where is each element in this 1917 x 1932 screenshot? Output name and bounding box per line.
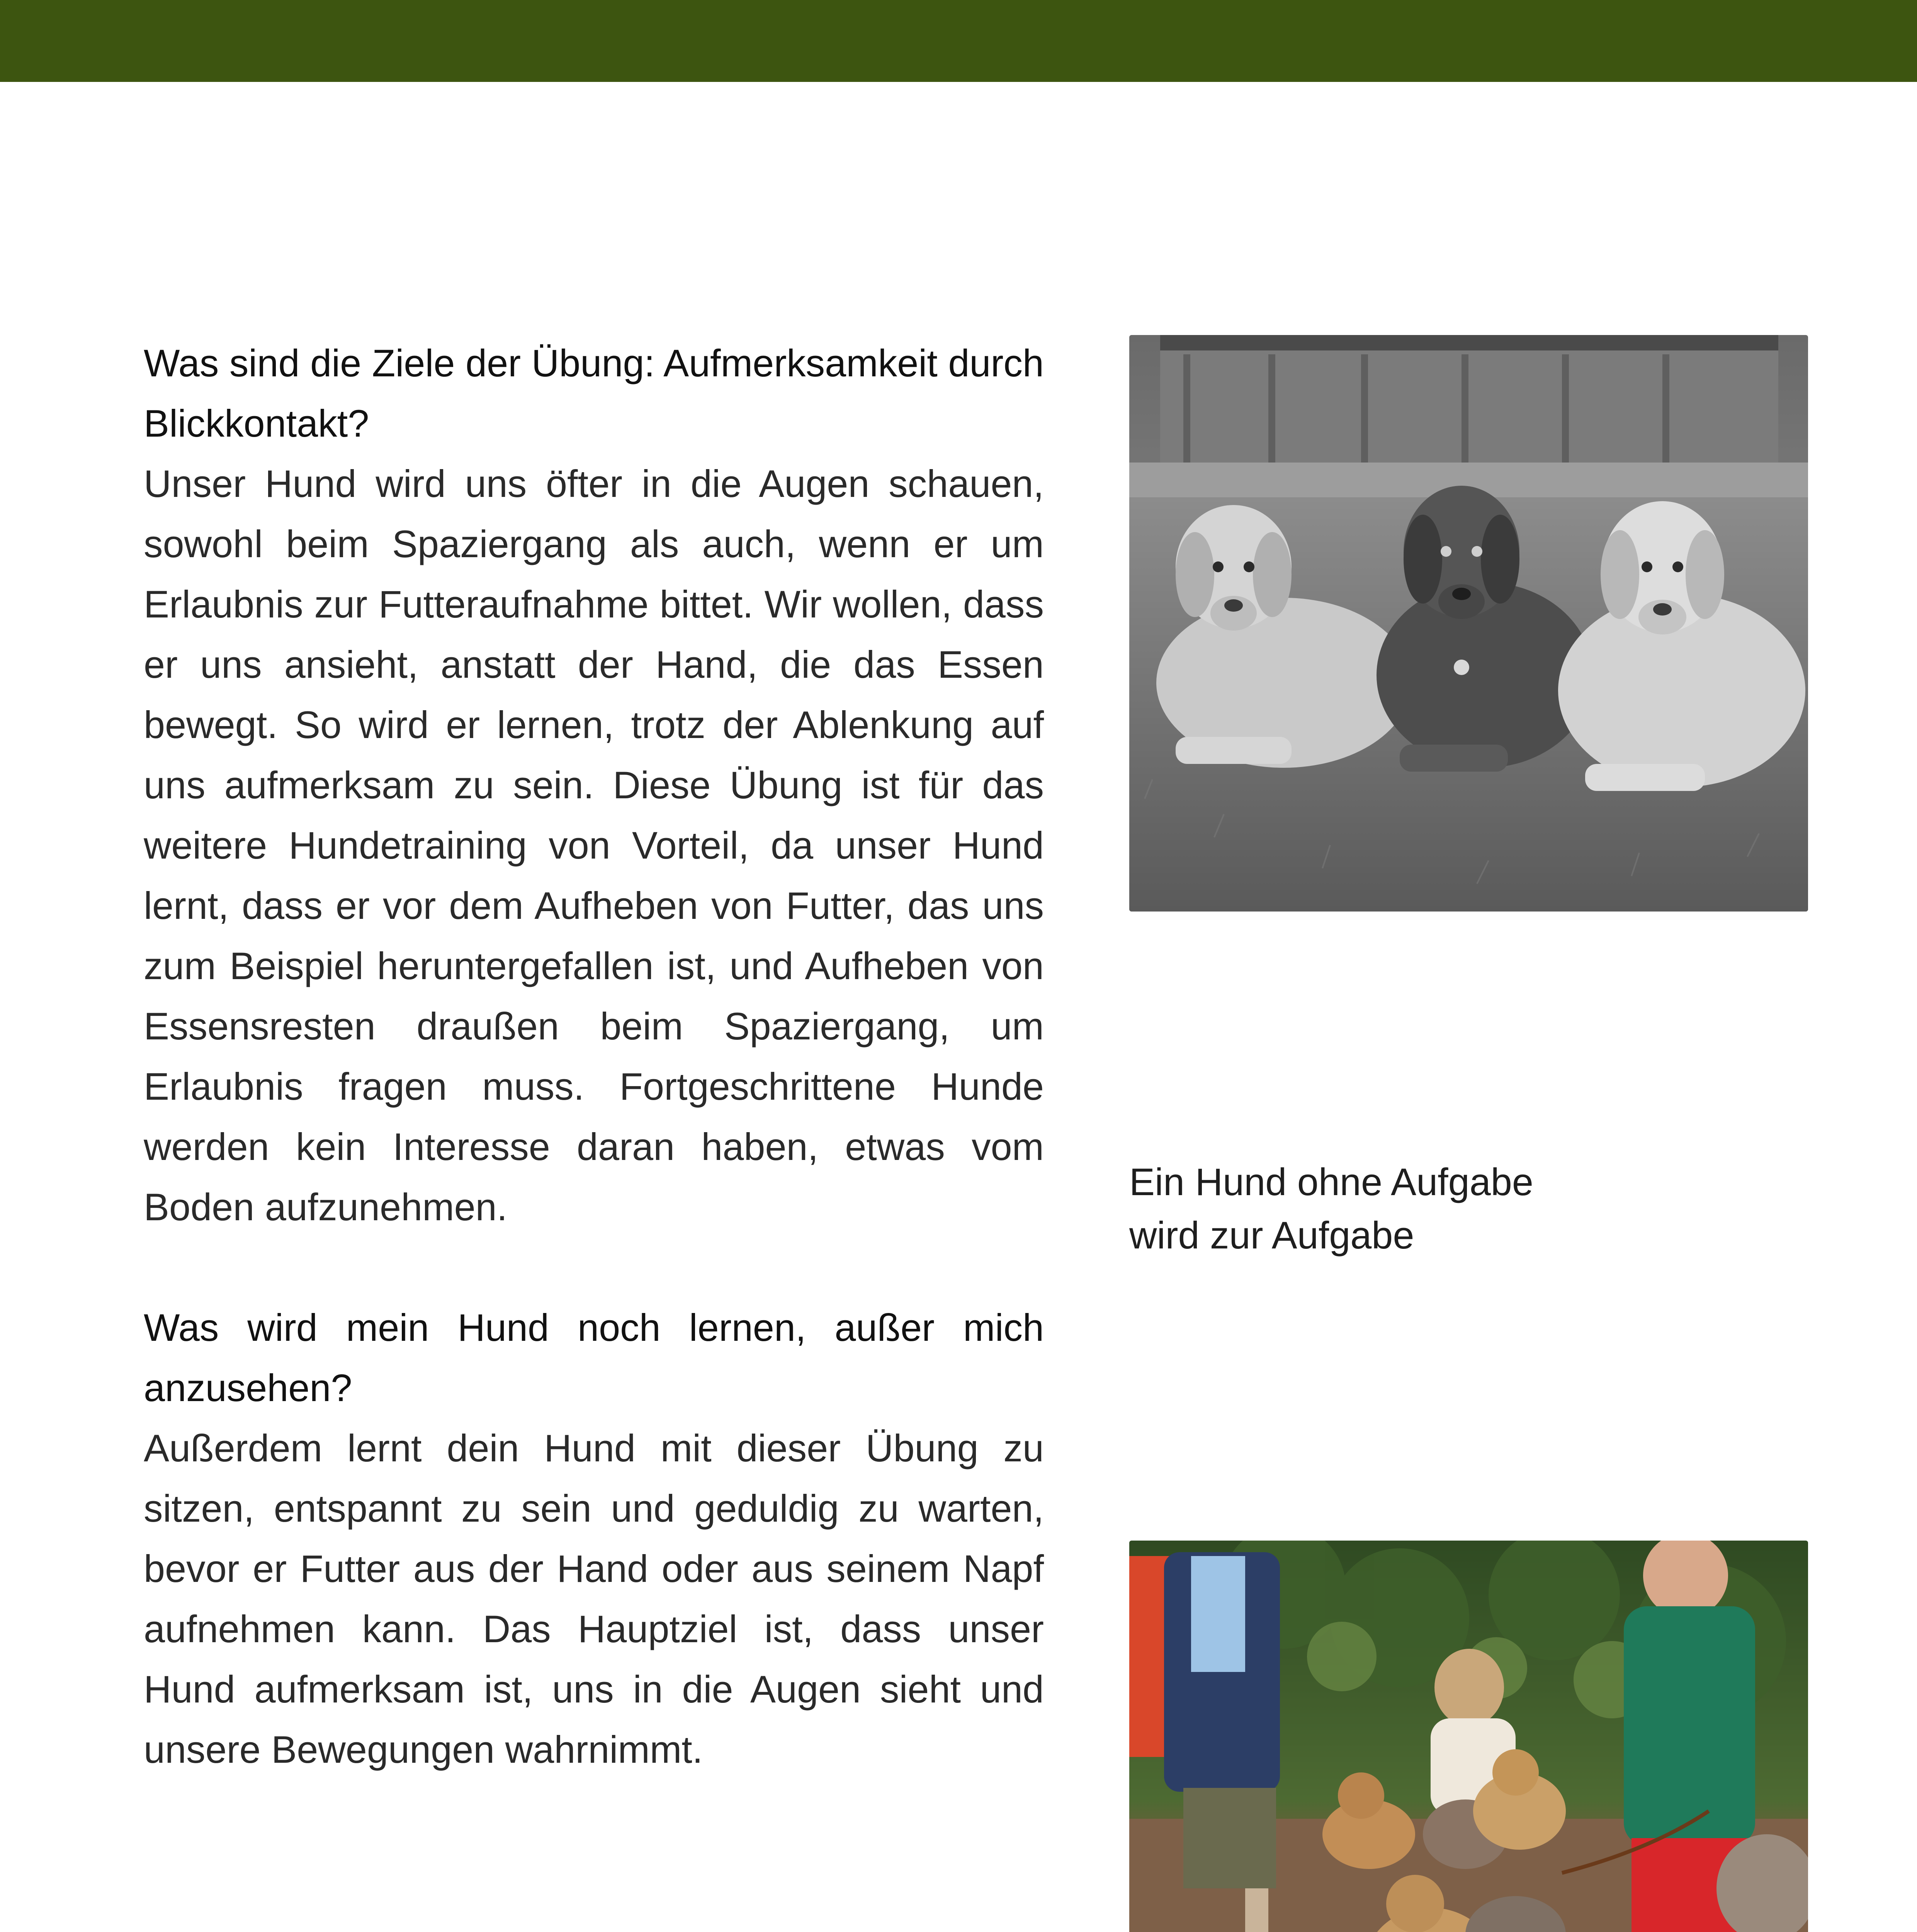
section2-answer: Außerdem lernt dein Hund mit dieser Übung zu sitzen, entspannt zu sein und geduldig zu warten, bevor er Futter aus der Hand oder aus seinem Napf aufnehmen kann. Das Hauptziel ist, dass unser Hund aufmerksam ist, uns in die Augen sieht und unsere Bewegungen wahrnimmt. <box>144 1427 1044 1771</box>
caption-line-1: Ein Hund ohne Aufgabe <box>1129 1160 1533 1203</box>
top-header-band <box>0 0 1917 82</box>
three-dogs-photo-icon <box>1129 335 1808 912</box>
caption-line-2: wird zur Aufgabe <box>1129 1214 1414 1257</box>
section1-answer: Unser Hund wird uns öfter in die Augen schauen, sowohl beim Spaziergang als auch, wenn er um Erlaubnis zur Futteraufnahme bittet. Wir wollen, dass er uns ansieht, anstatt der Hand, die das Essen bewegt. So wird er lernen, trotz der Ablenkung auf uns aufmerksam zu sein. Diese Übung ist für das weitere Hundetraining von Vorteil, da unser Hund lernt, dass er vor dem Aufheben von Futter, das uns zum Beispiel heruntergefallen ist, und Aufheben von Essensresten draußen beim Spaziergang, um Erlaubnis fragen muss. Fortgeschrittene Hunde werden kein Interesse daran haben, etwas vom Boden aufzunehmen. <box>144 462 1044 1228</box>
dog-training-group-photo-icon <box>1129 1541 1808 1932</box>
photo-caption <box>1129 1155 1808 1262</box>
three-dogs-photo <box>1129 335 1808 912</box>
section1-question: Was sind die Ziele der Übung: Aufmerksamkeit durch Blickkontakt? <box>144 342 1044 445</box>
main-text-column <box>144 333 1044 1780</box>
paragraph-gap <box>144 1237 1044 1298</box>
dog-training-group-photo <box>1129 1541 1808 1932</box>
section2-question: Was wird mein Hund noch lernen, außer mich anzusehen? <box>144 1306 1044 1409</box>
